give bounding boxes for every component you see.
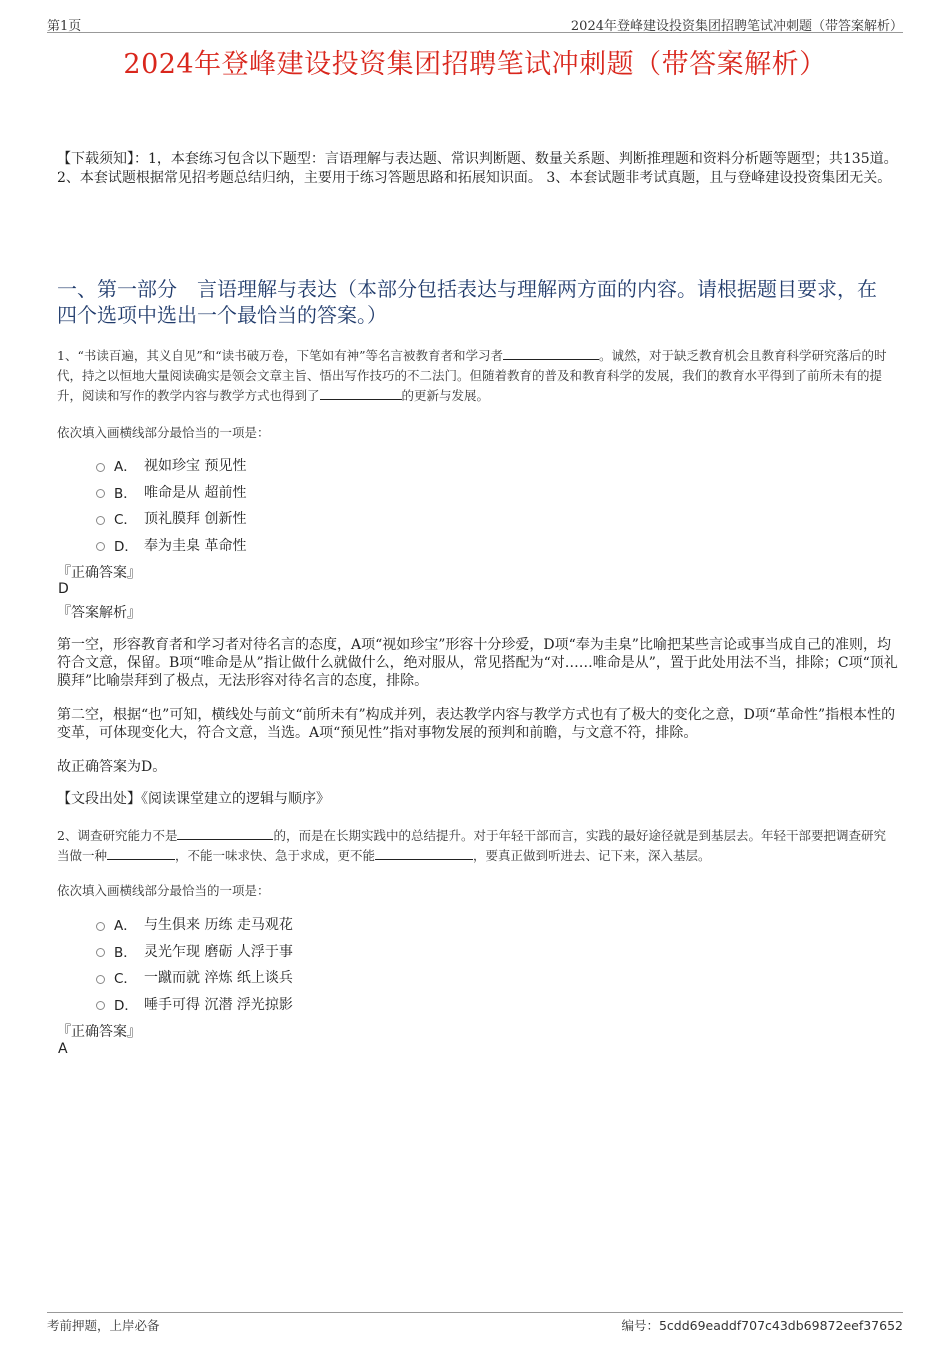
answer-blank [177,827,273,840]
source-reference: 【文段出处】《阅读课堂建立的逻辑与顺序》 [57,791,330,807]
question-2-text-c: ，不能一味求快、急于求成，更不能 [175,848,376,863]
question-1-prompt: 依次填入画横线部分最恰当的一项是： [57,425,270,440]
question-1-stem [57,346,895,406]
answer-blank [375,847,473,860]
correct-answer-label: 『正确答案』 [57,1024,141,1040]
option-b[interactable]: B． 灵光乍现 磨砺 人浮于事 [96,938,293,965]
question-2-text-d: ，要真正做到听进去、记下来，深入基层。 [473,848,711,863]
answer-blank [107,847,175,860]
correct-answer-label: 『正确答案』 [57,565,141,581]
question-2-options [96,911,293,1017]
document-title: 2024年登峰建设投资集团招聘笔试冲刺题（带答案解析） [123,49,827,80]
footer-code [621,1316,903,1334]
option-text: 唯命是从 超前性 [144,484,247,501]
option-b[interactable]: B． 唯命是从 超前性 [96,479,246,506]
question-2-text-b: 的，而是在长期实践中的总结提升。对于年轻干部而言，实践的最好途径就是到基层去。年轻干部要把调查研究当做一种 [57,828,886,863]
option-a[interactable]: A． 视如珍宝 预见性 [96,452,246,479]
section-title: 一、第一部分 言语理解与表达（本部分包括表达与理解两方面的内容。请根据题目要求，在四个选项中选出一个最恰当的答案。） [57,277,877,327]
question-1-options [96,452,246,558]
page-number: 第1页 [47,19,82,34]
radio-icon[interactable] [96,975,105,984]
analysis-paragraph: 第二空，根据“也”可知，横线处与前文“前所未有”构成并列，表达教学内容与教学方式也有了极大的变化之意，D项“革命性”指根本性的变革，可体现变化大，符合文意，当选。A项“预见性”指对事物发展的预判和前瞻，与文意不符，排除。 [57,707,896,741]
question-2-text-a: 2、调查研究能力不是 [57,828,178,843]
analysis-label: 『答案解析』 [57,605,141,621]
radio-icon[interactable] [96,922,105,931]
analysis-paragraph: 故正确答案为D。 [57,759,167,775]
footer-code-value: 5cdd69eaddf707c43db69872eef37652 [658,1318,903,1333]
option-text: 顶礼膜拜 创新性 [144,511,247,528]
option-d[interactable]: D． 唾手可得 沉潜 浮光掠影 [96,991,293,1018]
question-1-text-b: 。诚然，对于缺乏教育机会且教育科学研究落后的时代，持之以恒地大量阅读确实是领会文章主旨、悟出写作技巧的不二法门。但随着教育的普及和教育科学的发展，我们的教育水平得到了前所未有的提升，阅读和写作的教学内容与教学方式也得到了 [57,348,887,403]
correct-answer: A [58,1041,68,1057]
radio-icon[interactable] [96,542,105,551]
question-2-stem [57,826,895,866]
radio-icon[interactable] [96,948,105,957]
footer-slogan: 考前押题，上岸必备 [47,1318,160,1333]
radio-icon[interactable] [96,463,105,472]
page-header [47,14,903,33]
option-text: 一蹴而就 淬炼 纸上谈兵 [144,970,293,987]
analysis-paragraph: 第一空，形容教育者和学习者对待名言的态度，A项“视如珍宝”形容十分珍爱，D项“奉为圭臬”比喻把某些言论或事当成自己的准则，均符合文意，保留。B项“唯命是从”指让做什么就做什么，绝对服从，常见搭配为“对……唯命是从”，置于此处用法不当，排除；C项“顶礼膜拜”比喻崇拜到了极点，无法形容对待名言的态度，排除。 [57,637,898,689]
header-doc-title: 2024年登峰建设投资集团招聘笔试冲刺题（带答案解析） [570,19,903,34]
option-text: 灵光乍现 磨砺 人浮于事 [144,943,293,960]
radio-icon[interactable] [96,1001,105,1010]
radio-icon[interactable] [96,489,105,498]
question-2-prompt: 依次填入画横线部分最恰当的一项是： [57,883,270,898]
download-notice: 【下载须知】：1，本套练习包含以下题型：言语理解与表达题、常识判断题、数量关系题、判断推理题和资料分析题等题型；共135道。 2、本套试题根据常见招考题总结归纳，主要用于练习答题思路和拓展知识面。 3、本套试题非考试真题，且与登峰建设投资集团无关。 [57,151,898,186]
option-a[interactable]: A． 与生俱来 历练 走马观花 [96,911,293,938]
page-footer [47,1312,903,1333]
correct-answer: D [58,581,69,597]
option-c[interactable]: C． 一蹴而就 淬炼 纸上谈兵 [96,964,293,991]
answer-blank [503,347,599,360]
option-text: 视如珍宝 预见性 [144,458,247,475]
option-text: 奉为圭臬 革命性 [144,537,247,554]
option-text: 唾手可得 沉潜 浮光掠影 [144,996,293,1013]
answer-blank [320,387,402,400]
radio-icon[interactable] [96,516,105,525]
option-text: 与生俱来 历练 走马观花 [144,917,293,934]
question-1-text-a: 1、“书读百遍，其义自见”和“读书破万卷，下笔如有神”等名言被教育者和学习者 [57,348,504,363]
option-c[interactable]: C． 顶礼膜拜 创新性 [96,505,246,532]
question-1-text-c: 的更新与发展。 [401,388,490,403]
option-d[interactable]: D． 奉为圭臬 革命性 [96,532,246,559]
footer-code-label: 编号： [621,1318,659,1333]
